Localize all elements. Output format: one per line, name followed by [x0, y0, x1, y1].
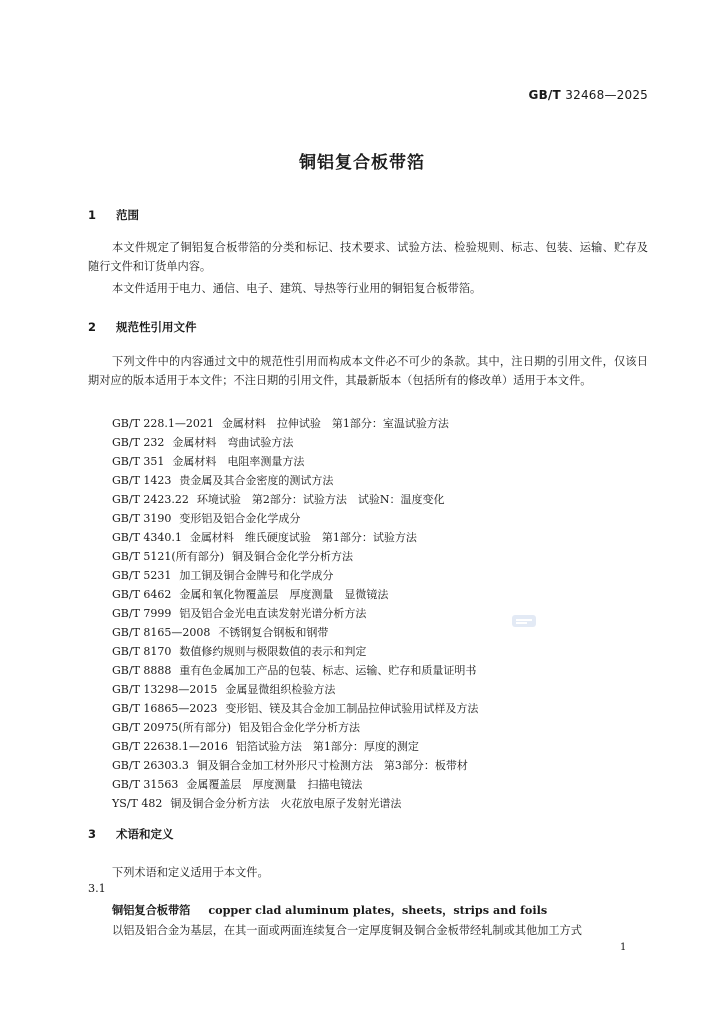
section-heading-terms-definitions [88, 826, 174, 842]
reference-item [112, 794, 652, 813]
reference-code: GB/T 2423.22 [112, 493, 189, 506]
reference-code: GB/T 228.1—2021 [112, 417, 214, 430]
standard-code-number: 32468—2025 [565, 88, 648, 102]
reference-code: GB/T 351 [112, 455, 165, 468]
reference-title: 不锈钢复合钢板和钢带 [218, 626, 329, 639]
standard-code [529, 88, 648, 102]
term-entry [112, 902, 547, 918]
reference-title: 铝及铝合金光电直读发射光谱分析方法 [179, 607, 367, 620]
normative-intro-paragraph: 下列文件中的内容通过文中的规范性引用而构成本文件必不可少的条款。其中，注日期的引用文件，仅该日期对应的版本适用于本文件；不注日期的引用文件，其最新版本（包括所有的修改单）适用于本文件。 [88, 355, 648, 387]
reference-title: 数值修约规则与极限数值的表示和判定 [179, 645, 367, 658]
reference-code: GB/T 8170 [112, 645, 172, 658]
reference-item [112, 547, 652, 566]
reference-list [112, 414, 652, 813]
reference-item [112, 566, 652, 585]
reference-code: GB/T 16865—2023 [112, 702, 218, 715]
reference-item [112, 718, 652, 737]
reference-code: GB/T 8888 [112, 664, 172, 677]
section-number: 3 [88, 827, 97, 841]
reference-title: 金属显微组织检验方法 [225, 683, 336, 696]
reference-title: 贵金属及其合金密度的测试方法 [179, 474, 334, 487]
reference-code: GB/T 5121(所有部分) [112, 550, 224, 563]
reference-item [112, 585, 652, 604]
page-number: 1 [620, 942, 627, 953]
watermark-logo [511, 613, 537, 629]
reference-code: GB/T 4340.1 [112, 531, 182, 544]
reference-item [112, 490, 652, 509]
terms-intro-paragraph: 下列术语和定义适用于本文件。 [112, 866, 269, 879]
reference-code: GB/T 31563 [112, 778, 179, 791]
term-english: copper clad aluminum plates，sheets，strips and foils [208, 903, 548, 917]
reference-item [112, 471, 652, 490]
reference-code: GB/T 20975(所有部分) [112, 721, 231, 734]
reference-code: GB/T 5231 [112, 569, 172, 582]
reference-item [112, 680, 652, 699]
section-heading-scope [88, 207, 139, 223]
reference-title: 金属材料 弯曲试验方法 [172, 436, 294, 449]
section-number: 1 [88, 208, 97, 222]
reference-code: GB/T 3190 [112, 512, 172, 525]
section-title: 范围 [116, 208, 139, 222]
reference-item [112, 775, 652, 794]
reference-item [112, 414, 652, 433]
reference-item [112, 699, 652, 718]
scope-paragraph-1: 本文件规定了铜铝复合板带箔的分类和标记、技术要求、试验方法、检验规则、标志、包装、运输、贮存及随行文件和订货单内容。 [88, 241, 648, 273]
scope-paragraph-2: 本文件适用于电力、通信、电子、建筑、导热等行业用的铜铝复合板带箔。 [112, 282, 482, 295]
reference-item [112, 509, 652, 528]
reference-title: 铝箔试验方法 第1部分：厚度的测定 [235, 740, 419, 753]
reference-title: 金属材料 电阻率测量方法 [172, 455, 305, 468]
section-title: 规范性引用文件 [116, 320, 197, 334]
reference-title: 环境试验 第2部分：试验方法 试验N：温度变化 [196, 493, 445, 506]
reference-title: 加工铜及铜合金牌号和化学成分 [179, 569, 334, 582]
reference-code: GB/T 6462 [112, 588, 172, 601]
section-title: 术语和定义 [116, 827, 174, 841]
document-title: 铜铝复合板带箔 [299, 153, 425, 173]
reference-code: GB/T 8165—2008 [112, 626, 211, 639]
reference-title: 金属材料 维氏硬度试验 第1部分：试验方法 [189, 531, 417, 544]
term-definition: 以铝及铝合金为基层，在其一面或两面连续复合一定厚度铜及铜合金板带经轧制或其他加工方式 [112, 924, 582, 937]
reference-code: GB/T 13298—2015 [112, 683, 218, 696]
reference-title: 铜及铜合金加工材外形尺寸检测方法 第3部分：板带材 [196, 759, 468, 772]
reference-title: 重有色金属加工产品的包装、标志、运输、贮存和质量证明书 [179, 664, 477, 677]
reference-code: GB/T 1423 [112, 474, 172, 487]
reference-code: GB/T 26303.3 [112, 759, 189, 772]
reference-item [112, 756, 652, 775]
clause-number: 3.1 [88, 882, 106, 895]
reference-item [112, 623, 652, 642]
reference-item [112, 661, 652, 680]
reference-title: 铜及铜合金化学分析方法 [232, 550, 353, 563]
reference-item [112, 737, 652, 756]
reference-title: 金属覆盖层 厚度测量 扫描电镜法 [186, 778, 363, 791]
section-number: 2 [88, 320, 97, 334]
reference-item [112, 604, 652, 623]
reference-item [112, 433, 652, 452]
reference-code: GB/T 232 [112, 436, 165, 449]
reference-code: GB/T 7999 [112, 607, 172, 620]
reference-item [112, 528, 652, 547]
reference-code: GB/T 22638.1—2016 [112, 740, 228, 753]
term-chinese: 铜铝复合板带箔 [112, 904, 191, 917]
reference-item [112, 452, 652, 471]
reference-title: 变形铝、镁及其合金加工制品拉伸试验用试样及方法 [225, 702, 479, 715]
reference-item [112, 642, 652, 661]
reference-title: 变形铝及铝合金化学成分 [179, 512, 301, 525]
reference-title: 铝及铝合金化学分析方法 [239, 721, 360, 734]
reference-code: YS/T 482 [112, 797, 163, 810]
standard-code-prefix: GB/T [528, 88, 561, 102]
reference-title: 金属材料 拉伸试验 第1部分：室温试验方法 [221, 417, 449, 430]
reference-title: 金属和氧化物覆盖层 厚度测量 显微镜法 [179, 588, 389, 601]
reference-title: 铜及铜合金分析方法 火花放电原子发射光谱法 [170, 797, 402, 810]
section-heading-normative-references [88, 319, 197, 335]
